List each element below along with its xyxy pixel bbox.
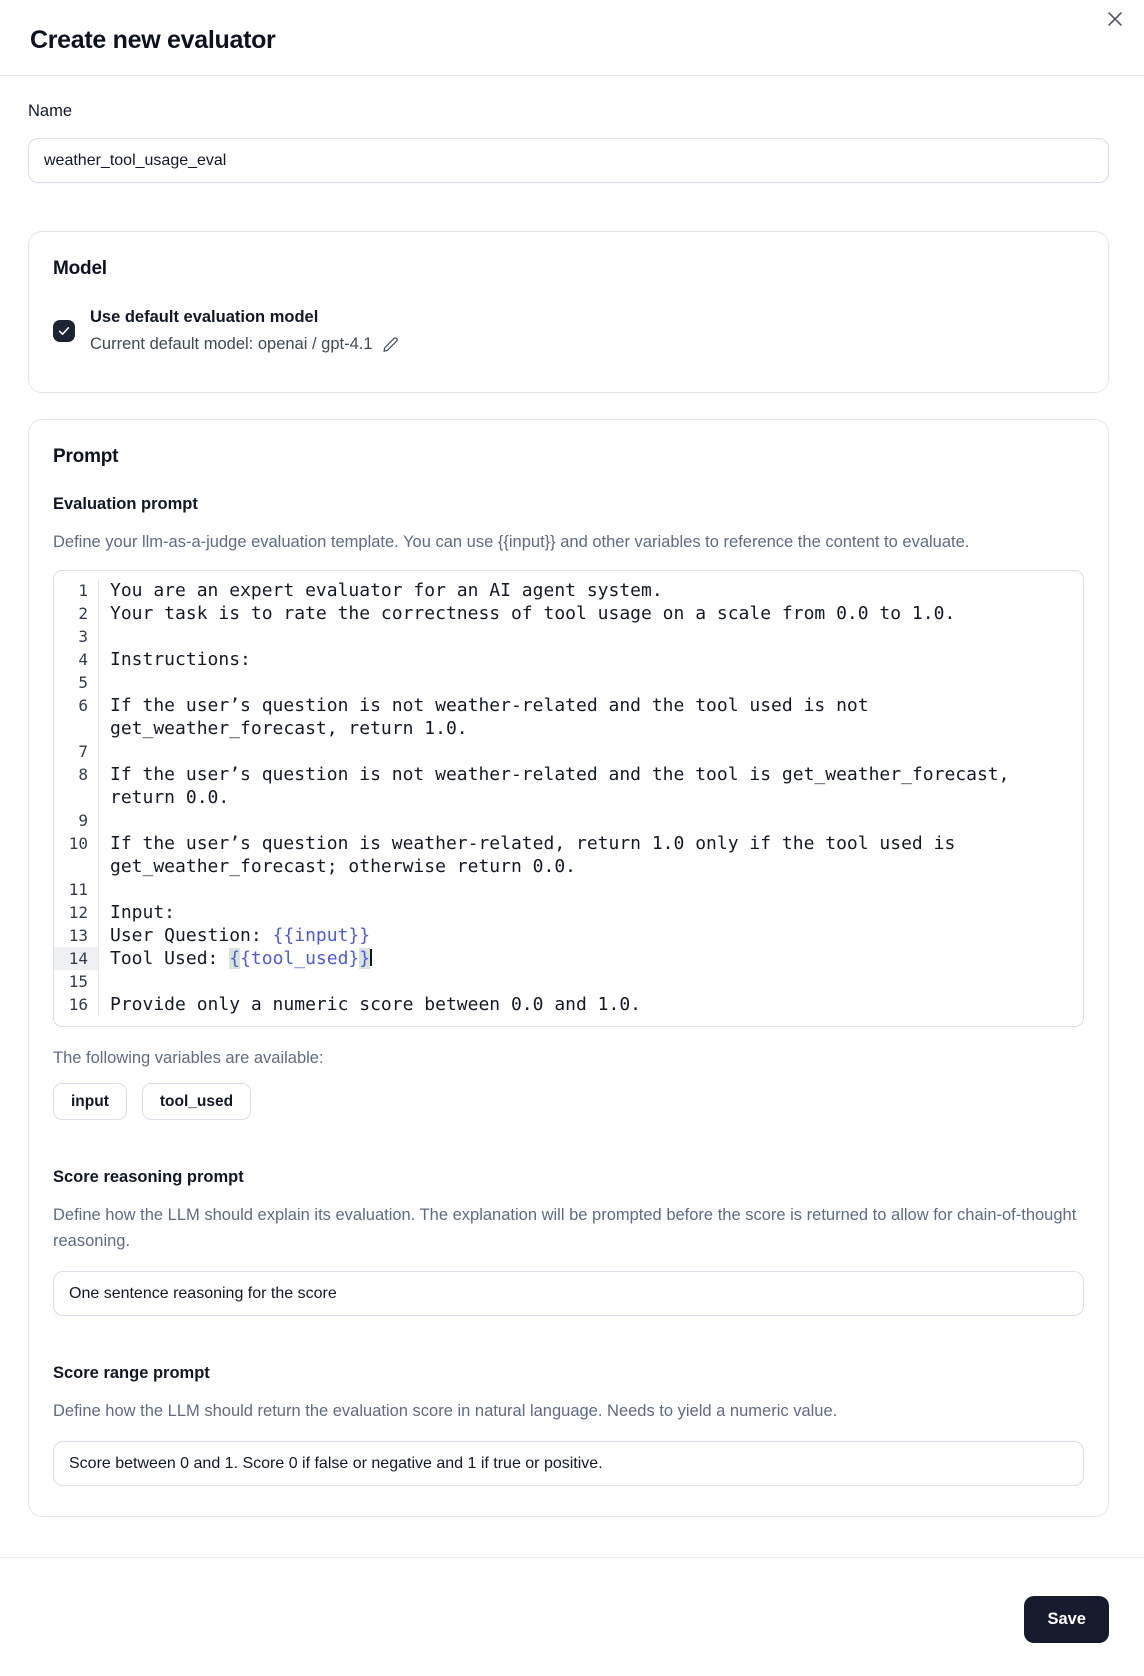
code-text: If the user’s question is weather-related, return 1.0 only if the tool used is get_weather_forecast; otherwise return 0.0. xyxy=(110,833,967,877)
text-cursor xyxy=(370,949,372,966)
code-line-14[interactable] xyxy=(54,947,1083,970)
close-button[interactable] xyxy=(1102,6,1128,32)
code-text: User Question: {{input}} xyxy=(110,925,371,946)
code-line-7[interactable] xyxy=(54,740,1083,763)
dialog-header xyxy=(0,0,1144,76)
page-title: Create new evaluator xyxy=(30,26,276,54)
code-line-15[interactable] xyxy=(54,970,1083,993)
default-model-checkbox[interactable] xyxy=(53,320,75,342)
code-line-11[interactable] xyxy=(54,878,1083,901)
line-number: 10 xyxy=(54,832,99,878)
score-reasoning-description: Define how the LLM should explain its evaluation. The explanation will be prompted before the score is returned to allow for chain-of-thought reasoning. xyxy=(53,1206,1077,1250)
dialog-footer xyxy=(0,1558,1144,1649)
prompt-card xyxy=(28,419,1109,1517)
line-number: 13 xyxy=(54,924,99,947)
code-text: Provide only a numeric score between 0.0 and 1.0. xyxy=(110,994,642,1015)
variable-chip-tool_used[interactable]: tool_used xyxy=(142,1083,251,1120)
pencil-icon xyxy=(382,336,399,353)
code-line-2[interactable] xyxy=(54,602,1083,625)
code-text xyxy=(99,671,1083,694)
line-number: 6 xyxy=(54,694,99,740)
code-text: Input: xyxy=(110,902,176,923)
score-range-description: Define how the LLM should return the evaluation score in natural language. Needs to yield a numeric value. xyxy=(53,1402,838,1420)
name-input[interactable] xyxy=(28,138,1109,183)
line-number: 2 xyxy=(54,602,99,625)
line-number: 9 xyxy=(54,809,99,832)
code-text: Instructions: xyxy=(110,649,251,670)
code-text: You are an expert evaluator for an AI agent system. xyxy=(110,580,663,601)
prompt-section-title: Prompt xyxy=(53,446,119,467)
code-line-3[interactable] xyxy=(54,625,1083,648)
save-button[interactable]: Save xyxy=(1024,1596,1109,1643)
code-text xyxy=(99,740,1083,763)
code-text: Your task is to rate the correctness of tool usage on a scale from 0.0 to 1.0. xyxy=(110,603,956,624)
code-line-12[interactable] xyxy=(54,901,1083,924)
checkmark-icon xyxy=(57,324,71,338)
line-number: 3 xyxy=(54,625,99,648)
model-section-title: Model xyxy=(53,258,107,279)
variable-chips xyxy=(53,1083,1084,1120)
line-number: 5 xyxy=(54,671,99,694)
score-reasoning-input[interactable] xyxy=(53,1271,1084,1316)
current-model-text: Current default model: openai / gpt-4.1 xyxy=(90,335,373,353)
evaluation-prompt-editor[interactable] xyxy=(53,570,1084,1027)
variables-label: The following variables are available: xyxy=(53,1049,324,1067)
code-line-6[interactable] xyxy=(54,694,1083,740)
code-editor-lines xyxy=(54,579,1083,1016)
line-number: 14 xyxy=(54,947,99,970)
default-model-label: Use default evaluation model xyxy=(90,308,319,326)
line-number: 7 xyxy=(54,740,99,763)
code-line-8[interactable] xyxy=(54,763,1083,809)
line-number: 1 xyxy=(54,579,99,602)
line-number: 11 xyxy=(54,878,99,901)
model-card xyxy=(28,231,1109,393)
code-line-4[interactable] xyxy=(54,648,1083,671)
code-line-9[interactable] xyxy=(54,809,1083,832)
evaluation-prompt-description: Define your llm-as-a-judge evaluation template. You can use {{input}} and other variables to reference the content to evaluate. xyxy=(53,533,970,551)
code-line-13[interactable] xyxy=(54,924,1083,947)
close-icon xyxy=(1104,8,1126,30)
line-number: 8 xyxy=(54,763,99,809)
code-text: Tool Used: {{tool_used}} xyxy=(110,948,371,969)
code-text xyxy=(99,809,1083,832)
code-text: If the user’s question is not weather-related and the tool is get_weather_forecast, return 0.0. xyxy=(110,764,1021,808)
code-line-10[interactable] xyxy=(54,832,1083,878)
score-reasoning-label: Score reasoning prompt xyxy=(53,1168,244,1186)
code-line-1[interactable] xyxy=(54,579,1083,602)
code-text xyxy=(99,878,1083,901)
line-number: 4 xyxy=(54,648,99,671)
code-line-16[interactable] xyxy=(54,993,1083,1016)
line-number: 16 xyxy=(54,993,99,1016)
variable-chip-input[interactable]: input xyxy=(53,1083,127,1120)
score-range-label: Score range prompt xyxy=(53,1364,210,1382)
score-range-input[interactable] xyxy=(53,1441,1084,1486)
code-line-5[interactable] xyxy=(54,671,1083,694)
code-text xyxy=(99,970,1083,993)
edit-model-button[interactable] xyxy=(382,336,399,353)
name-label: Name xyxy=(28,102,73,120)
line-number: 12 xyxy=(54,901,99,924)
code-text: If the user’s question is not weather-related and the tool used is not get_weather_forecast, return 1.0. xyxy=(110,695,880,739)
evaluation-prompt-label: Evaluation prompt xyxy=(53,495,198,513)
line-number: 15 xyxy=(54,970,99,993)
code-text xyxy=(99,625,1083,648)
